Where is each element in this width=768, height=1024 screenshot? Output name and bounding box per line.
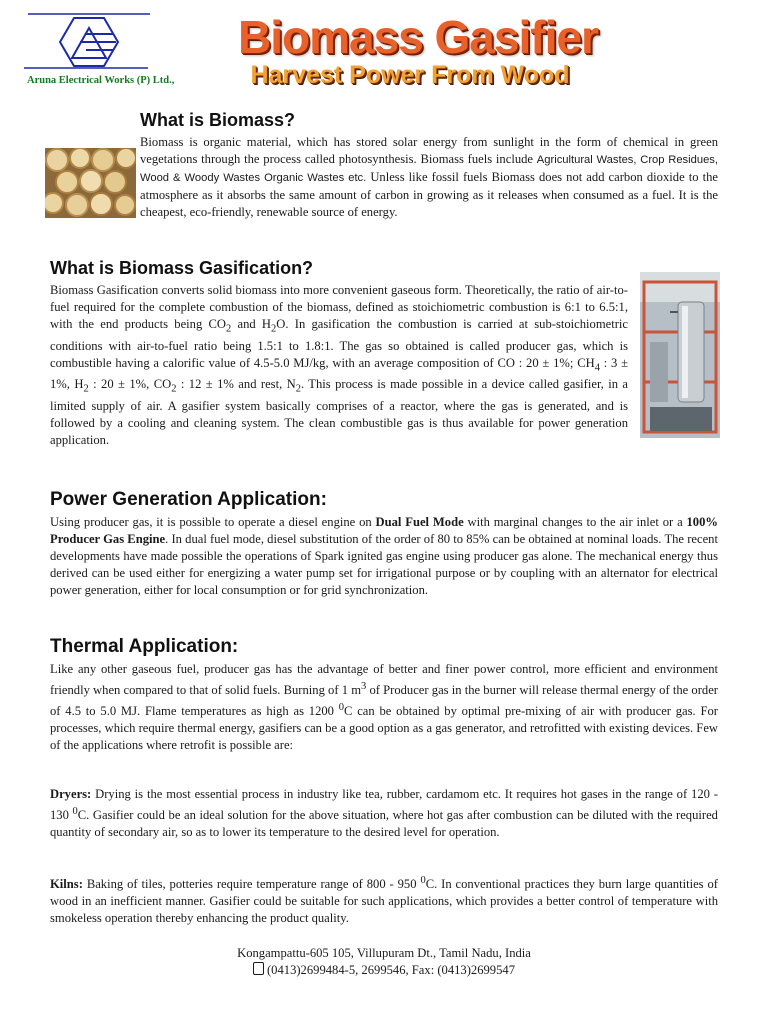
thermal-paragraph: Like any other gaseous fuel, producer gas has the advantage of better and finer power control, more efficient and environment friendly when compared to that of solid fuels. Burning of 1 $m^3$ of Producer gas in the burner will release thermal energy of the order of 4.5 to 5.0 MJ. Flame temperatures as high as 1200 $^0$C can be obtained by optimal pre-mixing of air with producer gas. For processes, which require thermal energy, gasifiers can be a good option as a gas generator, and retrofitted with existing devices. Few of the applications where retrofit is possible are: — [50, 662, 718, 753]
biomass-paragraph: Biomass is organic material, which has stored solar energy from sunlight in the form of chemical in green vegetations through the process called photosynthesis. Biomass fuels include Agricultural Wastes, Crop Residues, Wood & Woody Wastes Organic Wastes etc. Unless like fossil fuels Biomass does not add carbon dioxide to the atmosphere as it absorbs the same amount of carbon in growing as it releases when consumed as a fuel. It is the cheapest, eco-friendly, renewable source of energy. — [140, 135, 718, 219]
gasification-paragraph: Biomass Gasification converts solid biomass into more convenient gaseous form. Theoretically, the ratio of air-to-fuel required for the complete combustion of the biomass, defined as stoichiometric combustion is 6:1 to 6.5:1, with the end products being $CO_2$ and $H_2O$. In gasification the combustion is carried at sub-stoichiometric conditions with air-to-fuel ratio being 1.5:1 to 1.8:1. The gas so obtained is called producer gas, which is combustible having a calorific value of 4.5-5.0 MJ/kg, with an average composition of CO : 20 ± 1%; $CH_4$ : 3 ± 1%, $H_2$ : 20 ± 1%, $CO_2$ : 12 ± 1% and rest, $N_2$. This process is made possible in a device called gasifier, in a limited supply of air. A gasifier system basically comprises of a reactor, where the gas is generated, and is followed by a cooling and cleaning system. The clean combustible gas is thus available for power generation application. — [50, 283, 629, 447]
heading-thermal-application: Thermal Application: — [50, 636, 239, 657]
power-paragraph: Using producer gas, it is possible to operate a diesel engine on Dual Fuel Mode with marginal changes to the air inlet or a 100% Producer Gas Engine. In dual fuel mode, diesel substitution of the order of 80 to 85% can be obtained at nominal loads. The recent developments have made possible the operations of Spark ignited gas engine using producer gas alone. The mechanical energy thus derived can be used either for energizing a water pump set for irrigational purpose or by coupling with an alternator for electrical power generation, either for local consumption or for grid synchronization. — [50, 515, 718, 597]
heading-what-is-biomass: What is Biomass? — [140, 110, 296, 130]
footer-contact — [0, 962, 768, 979]
footer-address: Kongampattu-605 105, Villupuram Dt., Tamil Nadu, India — [237, 946, 531, 960]
heading-power-generation: Power Generation Application: — [50, 489, 327, 510]
page-subtitle: Harvest Power From Wood — [250, 61, 570, 89]
dryers-paragraph: Dryers: Drying is the most essential process in industry like tea, rubber, cardamom etc. It requires hot gases in the range of 120 - 130 $^0$C. Gasifier could be an ideal solution for the above situation, where hot gas after combustion can be diluted with the required quantity of secondary air, so as to lower its temperature to the desired level for operation. — [50, 787, 718, 840]
kilns-paragraph: Kilns: Baking of tiles, potteries require temperature range of 800 - 950 $^0$C. In conventional practices they burn large quantities of wood in an inefficient manner. Gasifier could be suitable for such applications, which provides a better control of temperature with smokeless operation thereby enhancing the product quality. — [50, 875, 718, 926]
gasifier-plant-photo — [640, 272, 720, 438]
phone-icon — [253, 962, 264, 975]
heading-biomass-gasification: What is Biomass Gasification? — [50, 258, 314, 278]
company-name: Aruna Electrical Works (P) Ltd., — [27, 75, 175, 86]
footer-phone: (0413)2699484-5, 2699546, Fax: (0413)2699547 — [266, 963, 515, 977]
wood-logs-photo — [45, 148, 136, 218]
page-title: Biomass Gasifier — [238, 11, 598, 63]
